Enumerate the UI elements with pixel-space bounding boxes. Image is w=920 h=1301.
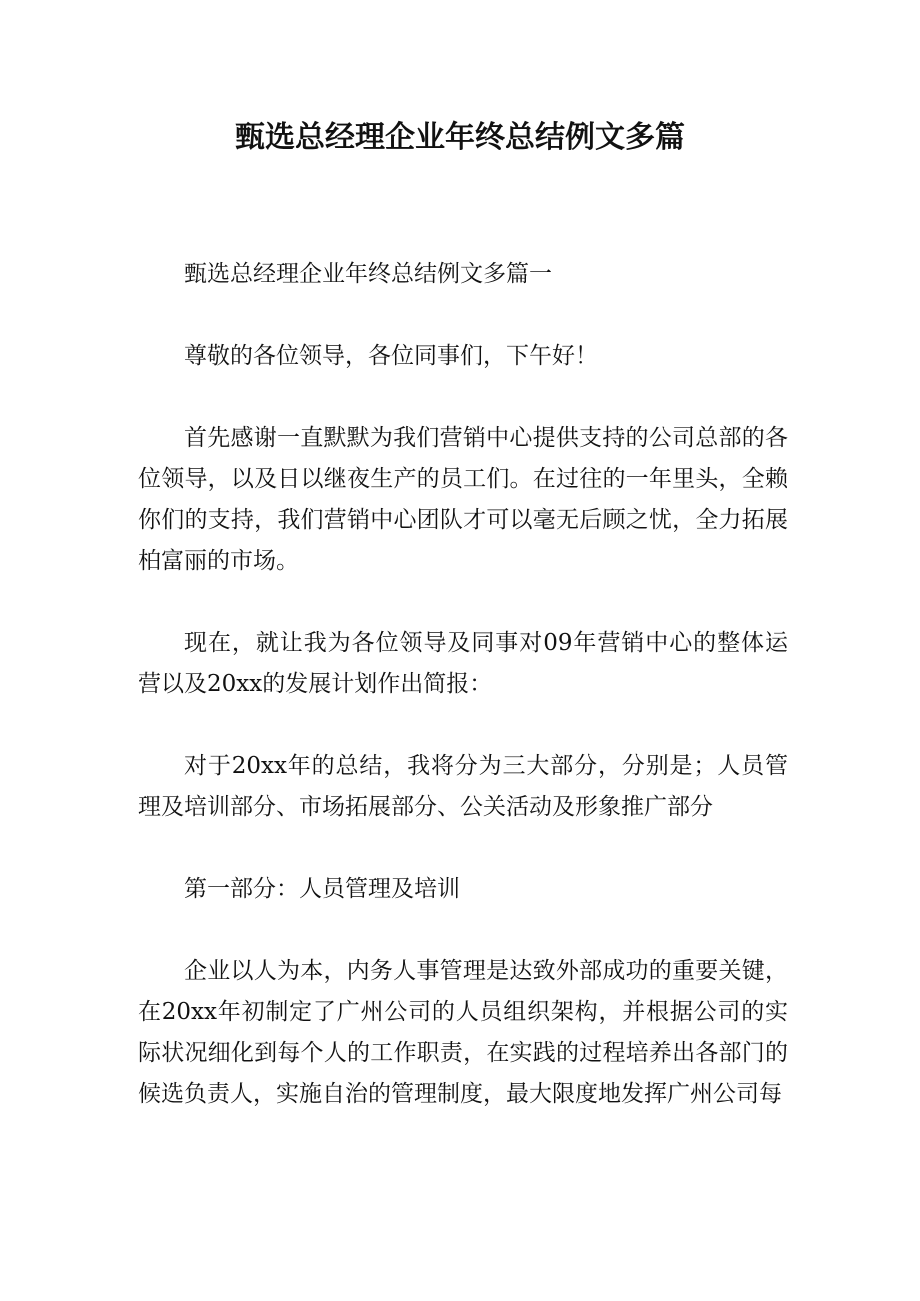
paragraph-thanks: 首先感谢一直默默为我们营销中心提供支持的公司总部的各位领导，以及日以继夜生产的员工们。在过往的一年里头，全赖你们的支持，我们营销中心团队才可以毫无后顾之忧，全力拓展柏富丽的市场。 [138, 425, 788, 574]
paragraph-section-heading: 甄选总经理企业年终总结例文多篇一 [184, 261, 552, 287]
paragraph-intro: 现在，就让我为各位领导及同事对09年营销中心的整体运营以及20xx的发展计划作出简报： [138, 630, 788, 697]
document-body [138, 254, 788, 1156]
paragraph-summary-outline: 对于20xx年的总结，我将分为三大部分，分别是；人员管理及培训部分、市场拓展部分、公关活动及形象推广部分 [138, 753, 788, 820]
document-title: 甄选总经理企业年终总结例文多篇 [235, 120, 685, 155]
paragraph-part-one-body: 企业以人为本，内务人事管理是达致外部成功的重要关键，在20xx年初制定了广州公司的人员组织架构，并根据公司的实际状况细化到每个人的工作职责，在实践的过程培养出各部门的候选负责人，实施自治的管理制度，最大限度地发挥广州公司每 [138, 958, 788, 1107]
paragraph-part-one-heading: 第一部分：人员管理及培训 [184, 876, 460, 902]
paragraph-greeting: 尊敬的各位领导，各位同事们，下午好！ [184, 343, 598, 369]
